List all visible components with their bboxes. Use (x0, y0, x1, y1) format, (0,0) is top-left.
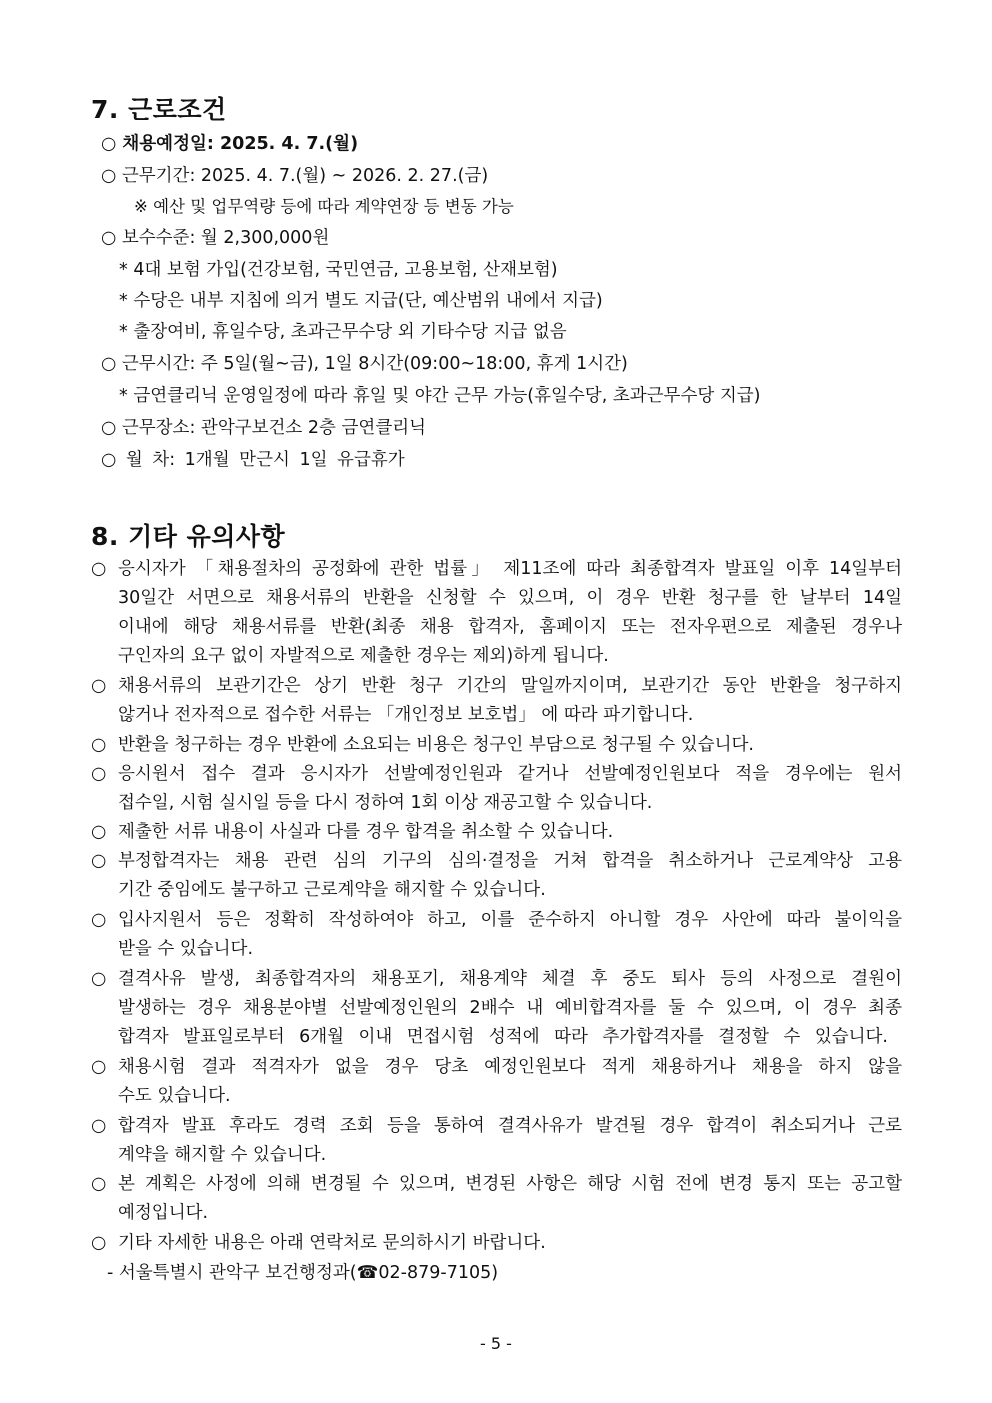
notice-line: 예정입니다. (118, 1203, 209, 1223)
bullet-8: ○ (91, 969, 107, 989)
notice-line: 이내에 해당 채용서류를 반환(최종 채용 합격자, 홈페이지 또는 전자우편으로 제출된 경우나 (118, 617, 902, 637)
notice-line: 반환을 청구하는 경우 반환에 소요되는 비용은 청구인 부담으로 청구될 수 있습니다. (118, 735, 754, 755)
bullet-9: ○ (91, 1057, 107, 1077)
sub-item-holiday-work: * 금연클리닉 운영일정에 따라 휴일 및 야간 근무 가능(휴일수당, 초과근무수당 지급) (119, 386, 761, 406)
bullet-10: ○ (91, 1116, 107, 1136)
page-number: - 5 - (480, 1334, 512, 1353)
notice-line: 받을 수 있습니다. (118, 939, 254, 959)
bullet-2: ○ (91, 676, 107, 696)
item-work-hours: ○ 근무시간: 주 5일(월~금), 1일 8시간(09:00~18:00, 휴게 1시간) (101, 354, 628, 374)
sub-item-allowance: * 수당은 내부 지침에 의거 별도 지급(단, 예산범위 내에서 지급) (119, 291, 603, 311)
notice-line: 기간 중임에도 불구하고 근로계약을 해지할 수 있습니다. (118, 880, 546, 900)
contact-info: - 서울특별시 관악구 보건행정과(☎02-879-7105) (107, 1263, 499, 1283)
bullet-3: ○ (91, 735, 107, 755)
bullet-5: ○ (91, 822, 107, 842)
notice-line: 응시자가 「채용절차의 공정화에 관한 법률」 제11조에 따라 최종합격자 발표일 이후 14일부터 (118, 559, 902, 579)
section-8-heading: 8. 기타 유의사항 (91, 522, 286, 551)
item-monthly-leave: ○ 월 차: 1개월 만근시 1일 유급휴가 (101, 450, 405, 470)
item-salary: ○ 보수수준: 월 2,300,000원 (101, 228, 330, 248)
bullet-1: ○ (91, 559, 107, 579)
item-start-date: ○ 채용예정일: 2025. 4. 7.(월) (101, 134, 359, 154)
notice-line: 채용서류의 보관기간은 상기 반환 청구 기간의 말일까지이며, 보관기간 동안 반환을 청구하지 (118, 676, 902, 696)
bullet-6: ○ (91, 851, 107, 871)
notice-line: 접수일, 시험 실시일 등을 다시 정하여 1회 이상 재공고할 수 있습니다. (118, 793, 653, 813)
bullet-11: ○ (91, 1174, 107, 1194)
sub-item-no-other-allowance: * 출장여비, 휴일수당, 초과근무수당 외 기타수당 지급 없음 (119, 322, 567, 342)
notice-line: 계약을 해지할 수 있습니다. (118, 1145, 327, 1165)
sub-item-insurance: * 4대 보험 가입(건강보험, 국민연금, 고용보험, 산재보험) (119, 260, 558, 280)
notice-line: 결격사유 발생, 최종합격자의 채용포기, 채용계약 체결 후 중도 퇴사 등의 사정으로 결원이 (118, 969, 902, 989)
item-work-period: ○ 근무기간: 2025. 4. 7.(월) ~ 2026. 2. 27.(금) (101, 166, 489, 186)
notice-line: 제출한 서류 내용이 사실과 다를 경우 합격을 취소할 수 있습니다. (118, 822, 614, 842)
notice-line: 30일간 서면으로 채용서류의 반환을 신청할 수 있으며, 이 경우 반환 청구를 한 날부터 14일 (118, 588, 902, 608)
bullet-4: ○ (91, 764, 107, 784)
notice-line: 합격자 발표일로부터 6개월 이내 면접시험 성적에 따라 추가합격자를 결정할 수 있습니다. (118, 1027, 888, 1047)
notice-line: 부정합격자는 채용 관련 심의 기구의 심의·결정을 거쳐 합격을 취소하거나 근로계약상 고용 (118, 851, 902, 871)
section-7-heading: 7. 근로조건 (91, 95, 227, 124)
notice-line: 응시원서 접수 결과 응시자가 선발예정인원과 같거나 선발예정인원보다 적을 경우에는 원서 (118, 764, 902, 784)
notice-line: 채용시험 결과 적격자가 없을 경우 당초 예정인원보다 적게 채용하거나 채용을 하지 않을 (118, 1057, 902, 1077)
notice-line: 않거나 전자적으로 접수한 서류는 「개인정보 보호법」 에 따라 파기합니다. (118, 705, 694, 725)
notice-line: 본 계획은 사정에 의해 변경될 수 있으며, 변경된 사항은 해당 시험 전에 변경 통지 또는 공고할 (118, 1174, 902, 1194)
note-contract-extension: ※ 예산 및 업무역량 등에 따라 계약연장 등 변동 가능 (134, 197, 514, 216)
notice-line: 수도 있습니다. (118, 1086, 231, 1106)
notice-line: 합격자 발표 후라도 경력 조회 등을 통하여 결격사유가 발견될 경우 합격이 취소되거나 근로 (118, 1116, 902, 1136)
notice-line: 기타 자세한 내용은 아래 연락처로 문의하시기 바랍니다. (118, 1233, 546, 1253)
bullet-7: ○ (91, 910, 107, 930)
item-workplace: ○ 근무장소: 관악구보건소 2층 금연클리닉 (101, 418, 427, 438)
notice-line: 발생하는 경우 채용분야별 선발예정인원의 2배수 내 예비합격자를 둘 수 있으며, 이 경우 최종 (118, 998, 902, 1018)
bullet-12: ○ (91, 1233, 107, 1253)
notice-line: 입사지원서 등은 정확히 작성하여야 하고, 이를 준수하지 아니할 경우 사안에 따라 불이익을 (118, 910, 902, 930)
notice-line: 구인자의 요구 없이 자발적으로 제출한 경우는 제외)하게 됩니다. (118, 646, 609, 666)
